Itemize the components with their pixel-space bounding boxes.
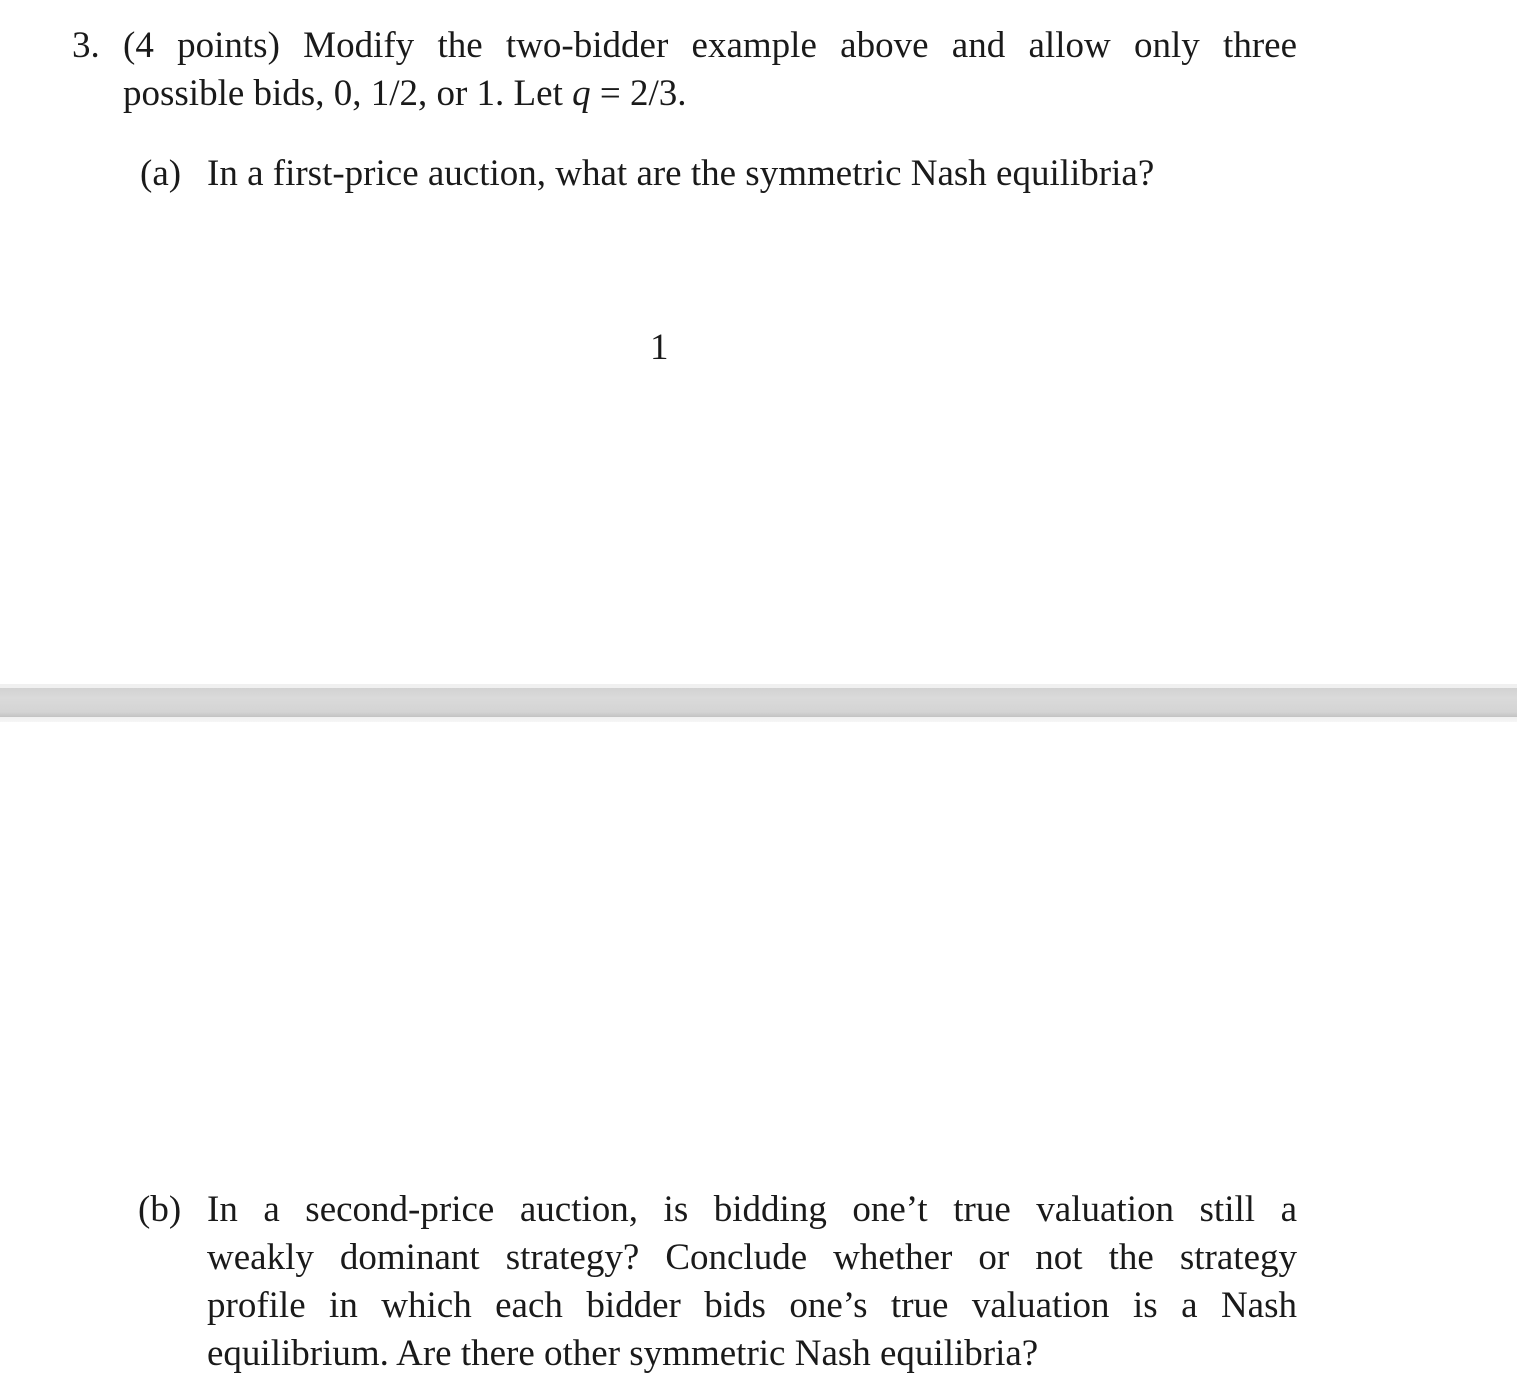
page-number: 1 bbox=[650, 327, 669, 368]
line2-value: = 2/3. bbox=[590, 73, 687, 114]
part-b-line-2: weakly dominant strategy? Conclude whether or not the strategy bbox=[207, 1237, 1297, 1278]
problem-text-line-2 bbox=[123, 70, 687, 118]
part-b-line-4: equilibrium. Are there other symmetric Nash equilibria? bbox=[207, 1333, 1039, 1374]
part-b-line-3: profile in which each bidder bids one’s true valuation is a Nash bbox=[207, 1285, 1297, 1326]
part-b-label: (b) bbox=[138, 1189, 182, 1230]
problem-text-line-1: (4 points) Modify the two-bidder example above and allow only three bbox=[123, 25, 1297, 66]
problem-number: 3. bbox=[72, 25, 100, 66]
page-separator bbox=[0, 684, 1517, 722]
variable-q: q bbox=[572, 73, 591, 114]
line2-text: possible bids, 0, 1/2, or 1. Let bbox=[123, 73, 573, 114]
part-b-line-1: In a second-price auction, is bidding one’t true valuation still a bbox=[207, 1189, 1297, 1230]
part-a-label: (a) bbox=[140, 153, 182, 194]
part-a-question: In a first-price auction, what are the symmetric Nash equilibria? bbox=[207, 153, 1155, 194]
